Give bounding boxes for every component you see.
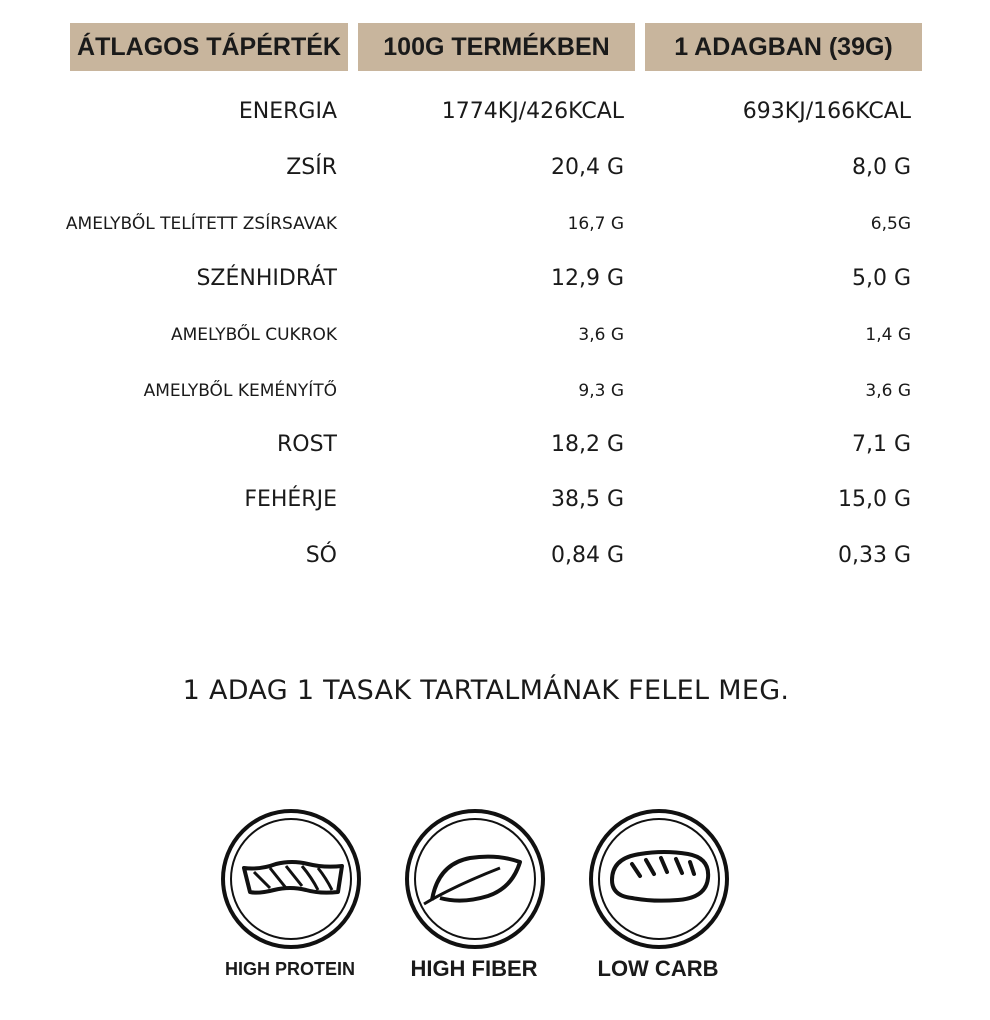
table-row: [0, 536, 990, 576]
value-per-serving: 3,6 G: [865, 381, 911, 401]
badge-label-high-protein: HIGH PROTEIN: [224, 959, 355, 979]
nutrient-label: ENERGIA: [238, 99, 337, 124]
table-row: [0, 148, 990, 188]
value-per-100g: 1774KJ/426KCAL: [441, 99, 624, 124]
table-row: [0, 92, 990, 132]
value-per-100g: 3,6 G: [578, 325, 624, 345]
value-per-100g: 20,4 G: [550, 155, 624, 180]
value-per-serving: 7,1 G: [851, 432, 911, 457]
value-per-serving: 1,4 G: [865, 325, 911, 345]
bread-icon: [588, 808, 730, 950]
value-per-serving: 0,33 G: [837, 543, 911, 568]
leaf-icon: [404, 808, 546, 950]
nutrient-label: ZSÍR: [286, 155, 337, 180]
badge-label-low-carb: LOW CARB: [597, 956, 719, 981]
nutrient-label: FEHÉRJE: [244, 487, 337, 512]
table-row: [0, 425, 990, 465]
serving-note: 1 ADAG 1 TASAK TARTALMÁNAK FELEL MEG.: [182, 675, 790, 706]
table-row: [0, 480, 990, 520]
value-per-serving: 6,5G: [870, 214, 911, 234]
value-per-100g: 16,7 G: [567, 214, 624, 234]
value-per-100g: 12,9 G: [550, 266, 624, 291]
table-row: [0, 204, 990, 244]
value-per-100g: 9,3 G: [578, 381, 624, 401]
header-per-100g: 100G TERMÉKBEN: [358, 23, 635, 71]
nutrient-label: AMELYBŐL KEMÉNYÍTŐ: [143, 381, 337, 401]
nutrient-label: AMELYBŐL CUKROK: [170, 325, 337, 345]
header-average-nutrition: ÁTLAGOS TÁPÉRTÉK: [70, 23, 348, 71]
value-per-100g: 0,84 G: [550, 543, 624, 568]
value-per-100g: 38,5 G: [550, 487, 624, 512]
table-row: [0, 259, 990, 299]
value-per-serving: 8,0 G: [851, 155, 911, 180]
nutrient-label: ROST: [276, 432, 337, 457]
value-per-100g: 18,2 G: [550, 432, 624, 457]
badge-label-high-fiber: HIGH FIBER: [410, 956, 538, 981]
value-per-serving: 693KJ/166KCAL: [742, 99, 911, 124]
header-per-serving: 1 ADAGBAN (39G): [645, 23, 922, 71]
table-row: [0, 371, 990, 411]
muscle-fiber-icon: [220, 808, 362, 950]
nutrient-label: AMELYBŐL TELÍTETT ZSÍRSAVAK: [65, 214, 337, 234]
table-row: [0, 315, 990, 355]
nutrient-label: SÓ: [305, 543, 337, 568]
value-per-serving: 5,0 G: [851, 266, 911, 291]
value-per-serving: 15,0 G: [837, 487, 911, 512]
nutrient-label: SZÉNHIDRÁT: [196, 266, 337, 291]
